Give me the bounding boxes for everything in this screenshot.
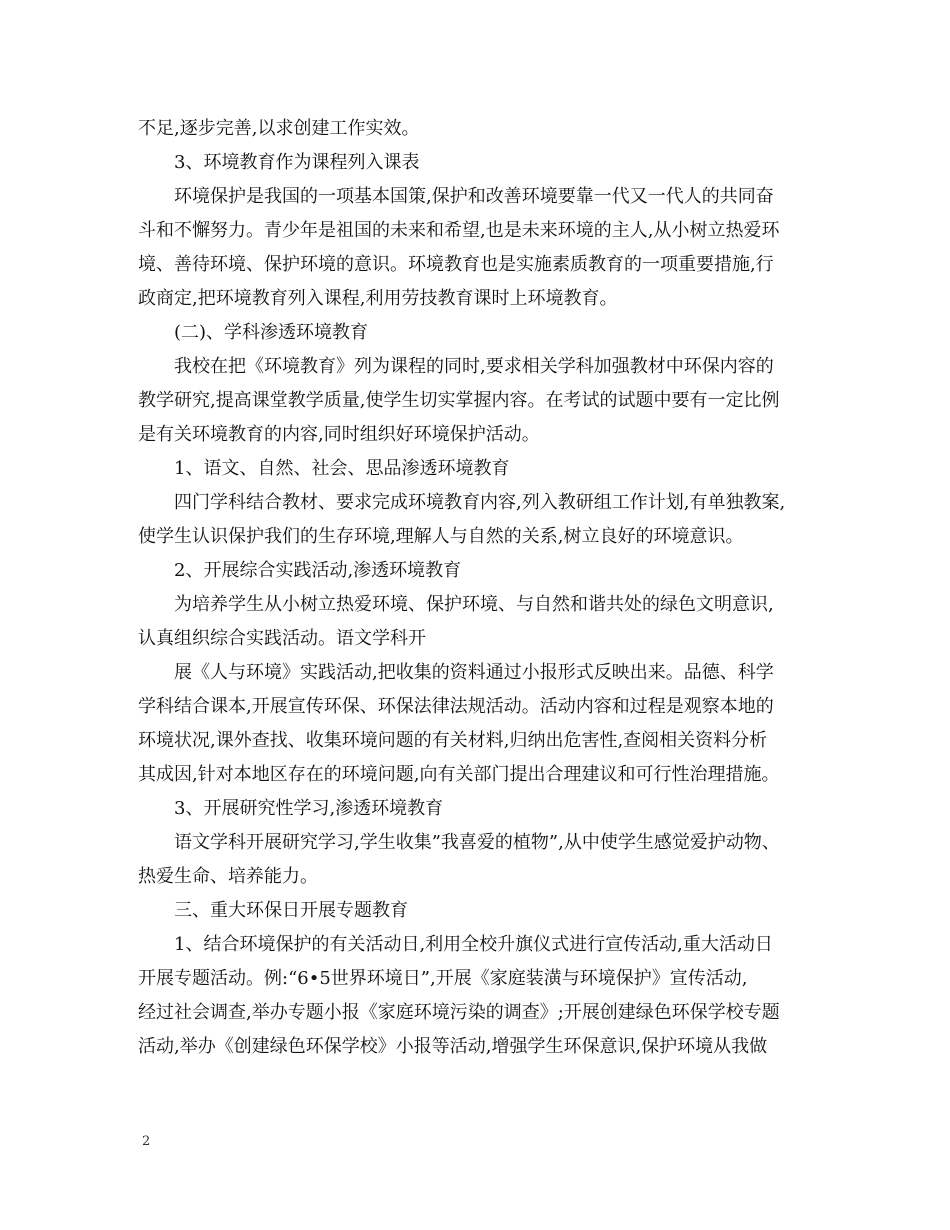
text-line: 是有关环境教育的内容,同时组织好环境保护活动。	[138, 424, 540, 445]
section-heading: 2、开展综合实践活动,渗透环境教育	[174, 560, 462, 581]
text-line: 其成因,针对本地区存在的环境问题,向有关部门提出合理建议和可行性治理措施。	[138, 764, 780, 785]
text-line: 经过社会调查,举办专题小报《家庭环境污染的调查》;开展创建绿色环保学校专题	[138, 1002, 780, 1023]
section-heading: 三、重大环保日开展专题教育	[174, 900, 408, 921]
text-line: 政商定,把环境教育列入课程,利用劳技教育课时上环境教育。	[138, 288, 618, 309]
text-line: 境、善待环境、保护环境的意识。环境教育也是实施素质教育的一项重要措施,行	[138, 254, 774, 275]
text-line: 开展专题活动。例:“6•5世界环境日”,开展《家庭装潢与环境保护》宣传活动,	[138, 968, 748, 989]
paragraph-start: 为培养学生从小树立热爱环境、保护环境、与自然和谐共处的绿色文明意识,	[174, 594, 774, 615]
section-heading: 1、语文、自然、社会、思品渗透环境教育	[174, 458, 510, 479]
paragraph-start: 展《人与环境》实践活动,把收集的资料通过小报形式反映出来。品德、科学	[174, 662, 774, 683]
body-text	[138, 112, 818, 1064]
paragraph-start: 四门学科结合教材、要求完成环境教育内容,列入教研组工作计划,有单独教案,	[174, 492, 786, 513]
paragraph-start: 语文学科开展研究学习,学生收集”我喜爱的植物”,从中使学生感觉爱护动物、	[174, 832, 780, 853]
section-heading: 3、开展研究性学习,渗透环境教育	[174, 798, 444, 819]
text-line: 教学研究,提高课堂教学质量,使学生切实掌握内容。在考试的试题中要有一定比例	[138, 390, 780, 411]
section-heading: (二)、学科渗透环境教育	[174, 322, 369, 343]
text-line: 活动,举办《创建绿色环保学校》小报等活动,增强学生环保意识,保护环境从我做	[138, 1036, 768, 1057]
text-line: 热爱生命、培养能力。	[138, 866, 318, 887]
text-line: 环境状况,课外查找、收集环境问题的有关材料,归纳出危害性,查阅相关资料分析	[138, 730, 768, 751]
paragraph-start: 我校在把《环境教育》列为课程的同时,要求相关学科加强教材中环保内容的	[174, 356, 774, 377]
text-line: 斗和不懈努力。青少年是祖国的未来和希望,也是未来环境的主人,从小树立热爱环	[138, 220, 780, 241]
paragraph-start: 环境保护是我国的一项基本国策,保护和改善环境要靠一代又一代人的共同奋	[174, 186, 774, 207]
section-heading: 3、环境教育作为课程列入课表	[174, 152, 420, 173]
page-number: 2	[142, 1134, 151, 1149]
text-line: 学科结合课本,开展宣传环保、环保法律法规活动。活动内容和过程是观察本地的	[138, 696, 774, 717]
text-line: 认真组织综合实践活动。语文学科开	[138, 628, 426, 649]
text-line: 不足,逐步完善,以求创建工作实效。	[138, 118, 420, 139]
text-line: 使学生认识保护我们的生存环境,理解人与自然的关系,树立良好的环境意识。	[138, 526, 744, 547]
paragraph-start: 1、结合环境保护的有关活动日,利用全校升旗仪式进行宣传活动,重大活动日	[174, 934, 773, 955]
